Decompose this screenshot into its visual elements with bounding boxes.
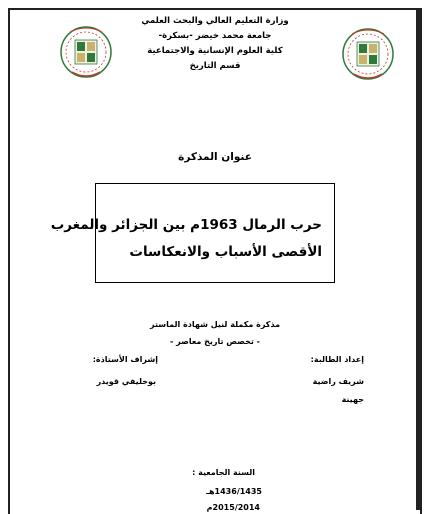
academic-year-gregorian: 2015/2014م: [206, 503, 260, 512]
ministry-name: وزارة التعليم العالي والبحث العلمي: [141, 16, 289, 26]
degree-line1: مذكرة مكملة لنيل شهادة الماستر: [149, 320, 281, 329]
academic-year-hijri: 1436/1435هـ: [206, 487, 262, 496]
university-name: جامعة محمد خيضر -بسكرة-: [158, 31, 272, 41]
faculty-name: كلية العلوم الإنسانية والاجتماعية: [147, 46, 283, 56]
academic-year-label: السنة الجامعية :: [192, 468, 255, 477]
students-label: إعداد الطالبة:: [310, 355, 364, 364]
thesis-title-line2: الأقصى الأسباب والانعكاسات: [129, 244, 322, 260]
supervisor-name: بوخليفي قويدر: [96, 377, 156, 386]
student-name-1: شريف راضية: [312, 377, 364, 386]
supervisor-label: إشراف الأستاذة:: [92, 355, 158, 364]
thesis-title-box: [50, 183, 335, 283]
student-name-2: جهينة: [341, 395, 364, 404]
university-logo-right: [340, 26, 396, 86]
memo-title-label: عنوان المذكرة: [178, 151, 252, 163]
institution-header: [120, 14, 310, 74]
thesis-title-line1: حرب الرمال 1963م بين الجزائر والمغرب: [50, 217, 322, 233]
page-border-shadow: [416, 10, 421, 510]
university-logo-left: [58, 24, 114, 84]
degree-line2: - تخصص تاريخ معاصر -: [170, 337, 260, 346]
department-name: قسم التاريخ: [189, 61, 241, 71]
